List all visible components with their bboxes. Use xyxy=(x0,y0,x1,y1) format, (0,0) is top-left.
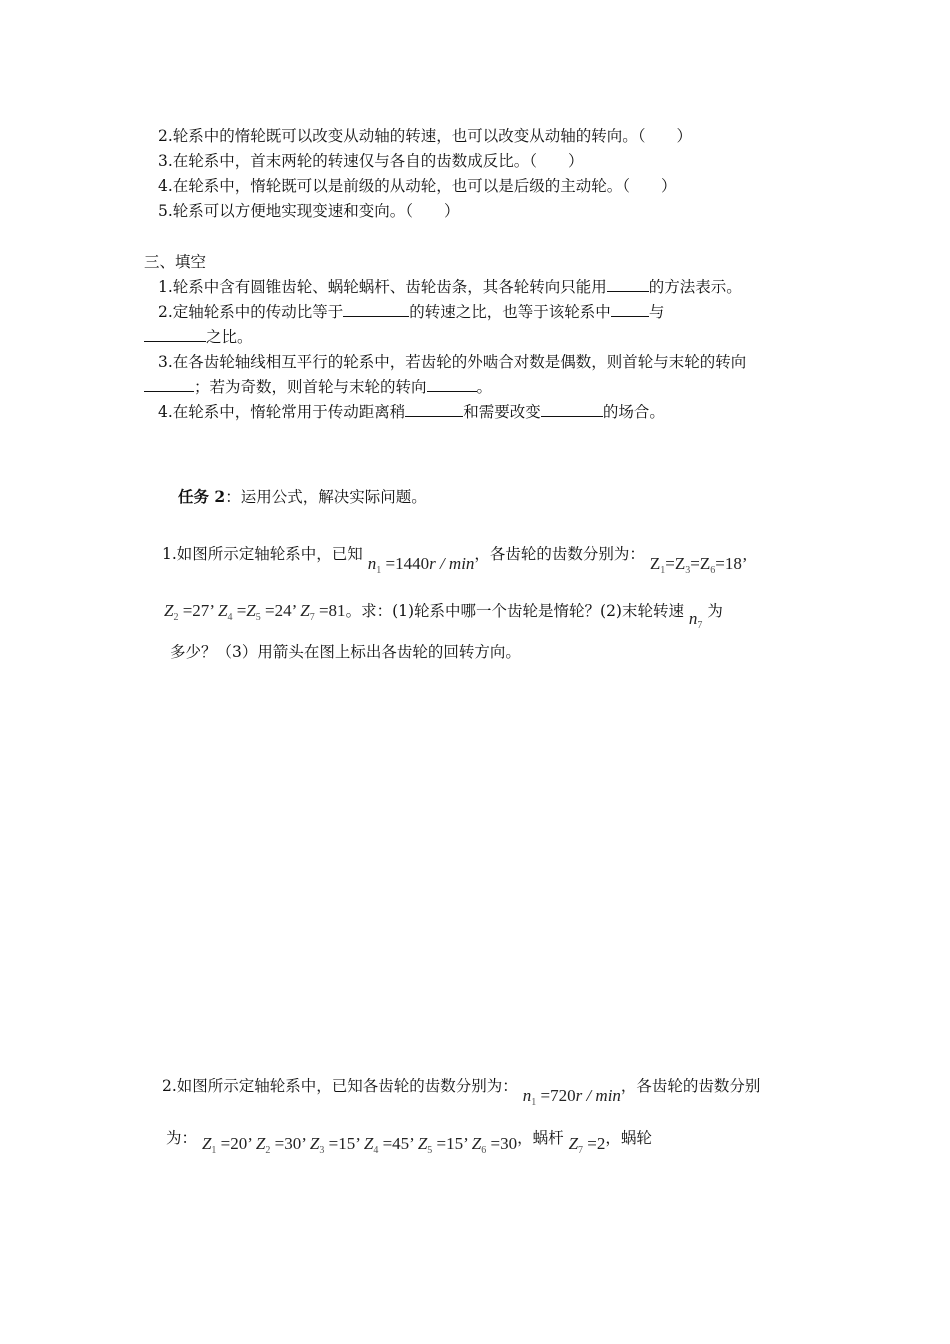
fill-item-4 xyxy=(158,402,665,422)
p2-z1-value: =20 xyxy=(220,1134,248,1153)
p2-z6-value: =30 xyxy=(490,1134,518,1153)
task2-title xyxy=(178,487,427,507)
p1-z36: =Z xyxy=(690,554,711,573)
fill-3-text-b: ；若为奇数，则首轮与末轮的转向 xyxy=(194,378,427,396)
judge-item-3: 3.在轮系中，首末两轮的转速仅与各自的齿数成反比。（ ） xyxy=(158,152,584,170)
p2-z2-value: =30 xyxy=(274,1134,302,1153)
fill-2-text-c: 与 xyxy=(648,303,665,321)
fill-item-2 xyxy=(158,302,664,322)
fill-1-text-a: 1.轮系中含有圆锥齿轮、蜗轮蜗杆、齿轮齿条，其各轮转向只能用 xyxy=(158,278,607,296)
fill-4-text-c: 的场合。 xyxy=(602,403,665,421)
fill-3-text-c: 。 xyxy=(476,378,493,396)
p1-z136-formula: $Z_1=Z_3=Z_6=18$’ xyxy=(649,554,748,576)
judge-item-5: 5.轮系可以方便地实现变速和变向。（ ） xyxy=(158,202,460,220)
p1-z2-value: =27 xyxy=(182,601,210,620)
p2-text-a: 2.如图所示定轴轮系中，已知各齿轮的齿数分别为： xyxy=(162,1077,518,1095)
fill-blank[interactable] xyxy=(144,377,194,392)
p2-n1-value: =720 xyxy=(540,1086,576,1105)
p1-n1-value: =1440 xyxy=(385,554,430,573)
problem1-line2 xyxy=(164,601,723,631)
fill-blank[interactable] xyxy=(607,277,649,292)
fill-item-3: 3.在各齿轮轴线相互平行的轮系中，若齿轮的外啮合对数是偶数，则首轮与末轮的转向 xyxy=(158,353,747,371)
fill-1-text-b: 的方法表示。 xyxy=(648,278,742,296)
fill-2-text-a: 2.定轴轮系中的传动比等于 xyxy=(158,303,344,321)
p1-text-c: 。求：(1)轮系中哪一个齿轮是惰轮？(2)末轮转速 xyxy=(345,602,684,620)
task2-title-bold: 任务 2 xyxy=(178,487,226,506)
p2-z7-formula: $Z_7 =2$ xyxy=(568,1134,606,1156)
p2-n1-formula: $n_1 =720r / \min$ xyxy=(522,1086,621,1108)
fill-blank[interactable] xyxy=(144,327,206,342)
p1-n7-symbol: $n_7$ xyxy=(688,609,703,631)
fill-2-text-d: 之比。 xyxy=(206,328,253,346)
p1-z2-formula: $Z_2 =27$’ $Z_4 =Z_5 =24$’ $Z_7 =81$ xyxy=(164,601,346,623)
p2-text-worm: ，蜗杆 xyxy=(517,1129,564,1147)
fill-blank[interactable] xyxy=(405,402,463,417)
fill-4-text-b: 和需要改变 xyxy=(463,403,541,421)
fill-blank[interactable] xyxy=(427,377,477,392)
problem2-line2 xyxy=(166,1128,652,1155)
fill-item-3-cont xyxy=(144,377,492,397)
p2-z-formula: $Z_1 =20$’ $Z_2 =30$’ $Z_3 =15$’ $Z_4 =45$’ $Z_5 =15$’ $Z_6 =30$ xyxy=(201,1134,518,1156)
p2-z4-value: =45 xyxy=(382,1134,410,1153)
p2-text-b: ，各齿轮的齿数分别 xyxy=(620,1077,761,1095)
p1-text-d: 为 xyxy=(707,602,723,620)
fill-blank[interactable] xyxy=(343,302,409,317)
fill-item-1 xyxy=(158,277,742,297)
p1-z13: =Z xyxy=(665,554,686,573)
fill-item-2-cont xyxy=(144,327,253,347)
p1-text-a: 1.如图所示定轴轮系中，已知 xyxy=(162,545,363,563)
task2-title-rest: ：运用公式，解决实际问题。 xyxy=(225,488,427,506)
fill-2-text-b: 的转速之比，也等于该轮系中 xyxy=(409,303,611,321)
problem2-line1 xyxy=(162,1076,761,1108)
p2-text-c: 为： xyxy=(166,1129,198,1147)
problem1-line3: 多少？（3）用箭头在图上标出各齿轮的回转方向。 xyxy=(170,643,521,661)
p2-z7-value: =2 xyxy=(587,1134,606,1153)
p1-n1-unit: r / min xyxy=(429,554,475,573)
fill-blank[interactable] xyxy=(541,402,603,417)
judge-item-4: 4.在轮系中，惰轮既可以是前级的从动轮，也可以是后级的主动轮。（ ） xyxy=(158,177,677,195)
p2-text-wheel: ，蜗轮 xyxy=(605,1129,652,1147)
p2-n1-unit: r / min xyxy=(575,1086,621,1105)
fill-heading: 三、填空 xyxy=(144,253,207,271)
p2-z3-value: =15 xyxy=(328,1134,356,1153)
fill-blank[interactable] xyxy=(611,302,649,317)
p1-z45-value: =24 xyxy=(265,601,292,620)
p1-z-18: =18 xyxy=(715,554,742,573)
p1-n1-formula: $n_1 =1440r / \min$ xyxy=(367,554,475,576)
p2-z5-value: =15 xyxy=(436,1134,464,1153)
p1-z7-value: =81 xyxy=(318,601,346,620)
fill-4-text-a: 4.在轮系中，惰轮常用于传动距离稍 xyxy=(158,403,406,421)
judge-item-2: 2.轮系中的惰轮既可以改变从动轴的转速，也可以改变从动轴的转向。（ ） xyxy=(158,127,693,145)
p1-text-b: ，各齿轮的齿数分别为： xyxy=(474,545,645,563)
problem1-line1 xyxy=(162,544,748,576)
